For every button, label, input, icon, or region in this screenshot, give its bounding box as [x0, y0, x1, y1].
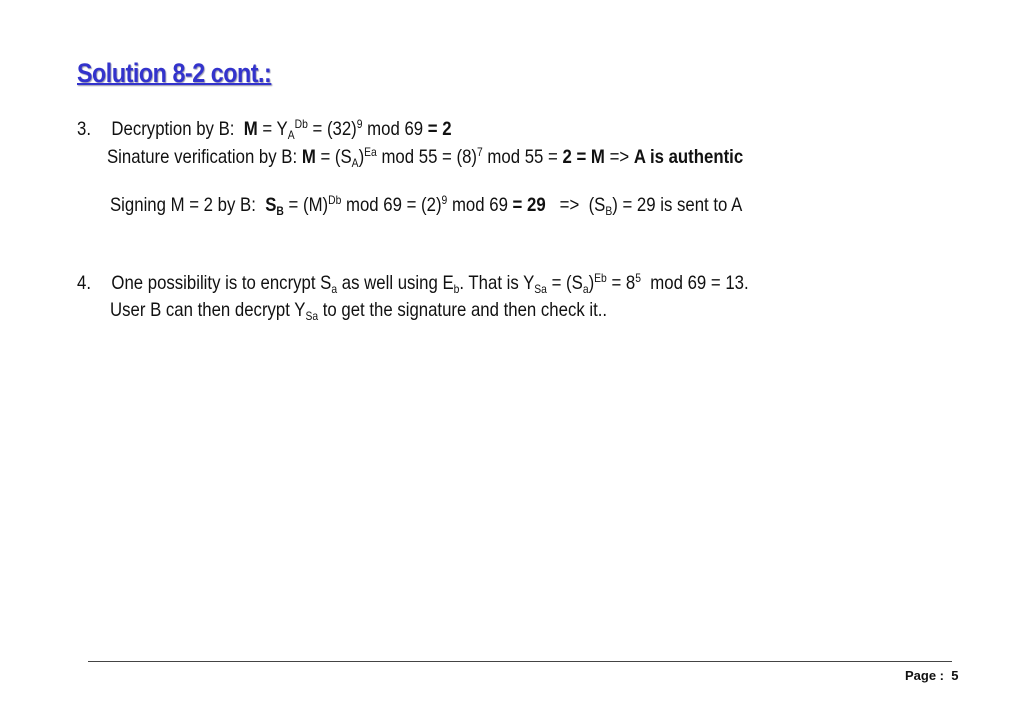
- authentic-conclusion: A is authentic: [633, 146, 744, 168]
- item4-number: 4.: [77, 272, 91, 294]
- item3-verification-line: Sinature verification by B: $M = (S_A)^{Ea}$ mod $55 = (8)^7$ mod 55 = 2 = M => A is authentic: [107, 145, 744, 170]
- item3-decryption-line: 3. Decryption by B: $M = Y_A^{Db} = (32)^9$ mod 69 = 2: [77, 117, 452, 142]
- footer-divider: [88, 661, 952, 662]
- slide-title: Solution 8-2 cont.:: [77, 58, 272, 88]
- verification-result: 2 = M: [562, 146, 605, 168]
- page-number: Page : 5: [905, 668, 959, 683]
- item3-signing-line: Signing M = 2 by B: $S_B = (M)^{Db}$ mod $69 = (2)^9$ mod 69 = 29 => $(S_B) = 29$ is sent to A: [110, 193, 743, 218]
- decryption-result: = 2: [427, 118, 452, 140]
- item3-number: 3.: [77, 118, 91, 140]
- item4-line-2: User B can then decrypt $Y_{Sa}$ to get the signature and then check it..: [110, 299, 608, 323]
- item4-line-1: 4. One possibility is to encrypt $S_a$ as well using $E_b$. That is $Y_{Sa} = (S_a)^{Eb} = 8^5$ mod 69 = 13.: [77, 271, 749, 296]
- signature-result: = 29: [512, 194, 546, 216]
